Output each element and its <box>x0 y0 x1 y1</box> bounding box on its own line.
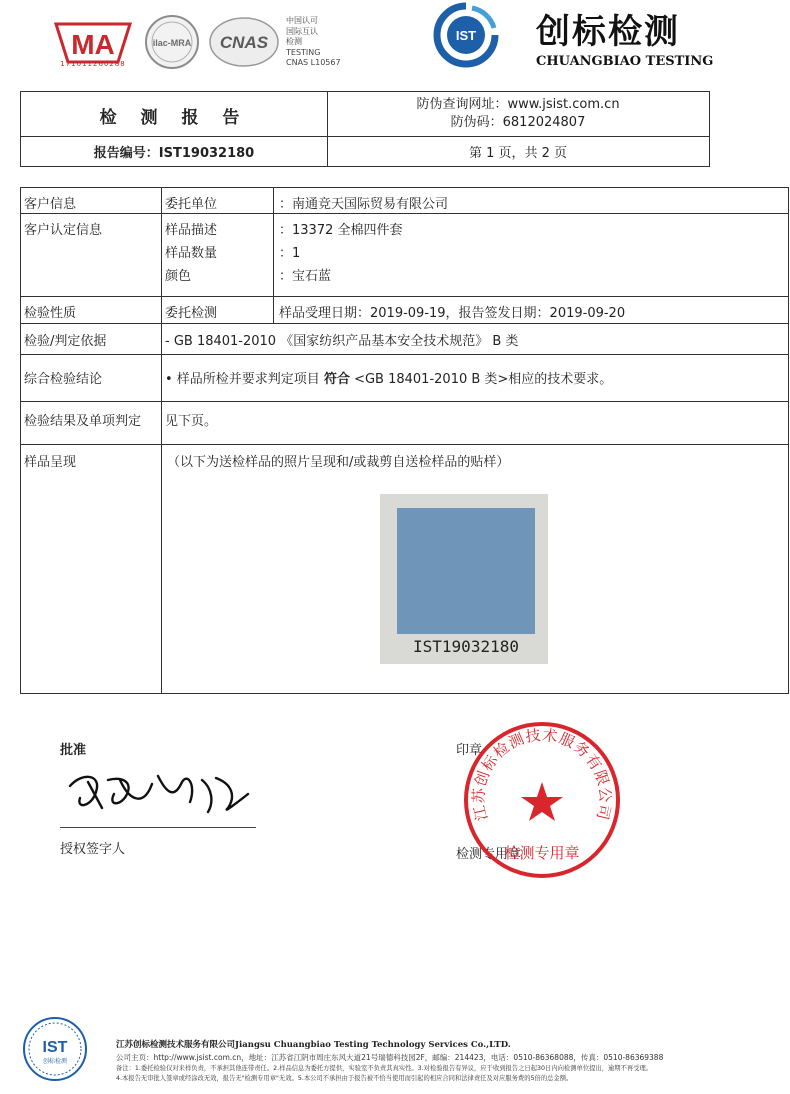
client-label: 委托单位 <box>165 197 218 212</box>
conclusion-suffix: <GB 18401-2010 B 类>相应的技术要求。 <box>349 372 613 387</box>
color-value: ：宝石蓝 <box>279 269 332 284</box>
seal-label-sub: 检测专用章 <box>456 847 522 862</box>
col-divider <box>161 188 162 693</box>
footer-note: 4.本报告无审批人签章或经涂改无效，报告无"检测专用章"无效。5.本公司不承担由于报告被不恰当使用而引起的相应合同和法律责任及对应服务费的5倍的总金额。 <box>116 1075 573 1082</box>
footer-logo-sub: 创标检测 <box>42 1058 68 1065</box>
row-divider <box>21 401 788 402</box>
brand-name-en: CHUANGBIAO TESTING <box>536 54 714 69</box>
conclusion-verdict: 符合 <box>323 372 350 387</box>
ilac-mra-logo <box>144 14 200 70</box>
sample-desc-label: 样品描述 <box>165 223 218 238</box>
result-value: 见下页。 <box>165 414 218 429</box>
seal-label: 印章 <box>456 743 483 758</box>
approve-label: 批准 <box>60 743 87 758</box>
cnas-info <box>286 16 341 69</box>
result-label: 检验结果及单项判定 <box>24 414 142 429</box>
color-label: 颜色 <box>165 269 192 284</box>
signer-label: 授权签字人 <box>60 842 126 857</box>
footer-logo-text: IST <box>42 1039 68 1056</box>
report-title: 检 测 报 告 <box>99 108 249 128</box>
cnas-info-line: TESTING <box>286 47 321 57</box>
sample-qty-value: ：1 <box>279 246 301 261</box>
brand-name-cn: 创标检测 <box>536 12 680 52</box>
cnas-logo-text: CNAS <box>219 33 269 52</box>
report-info-box <box>20 91 710 167</box>
ist-logo <box>428 2 504 68</box>
conclusion-value <box>165 368 612 387</box>
cnas-info-line: 国际互认 <box>286 26 318 36</box>
sample-qty-label: 样品数量 <box>165 246 218 261</box>
footer-company: 江苏创标检测技术服务有限公司Jiangsu Chuangbiao Testing Technology Services Co.,LTD. <box>116 1040 511 1050</box>
cnas-info-line: 检测 <box>286 37 302 46</box>
ist-logo-text: IST <box>455 28 477 43</box>
verify-code: 防伪码：6812024807 <box>450 115 586 130</box>
page-indicator: 第 1 页，共 2 页 <box>468 146 568 161</box>
sample-desc-value: ：13372 全棉四件套 <box>279 223 403 238</box>
row-divider <box>21 323 788 324</box>
cnas-info-line: 中国认可 <box>286 16 318 25</box>
client-value: ：南通竞天国际贸易有限公司 <box>279 197 449 212</box>
report-number: 报告编号：IST19032180 <box>93 146 255 161</box>
nature-label: 检验性质 <box>24 306 77 321</box>
basis-label: 检验/判定依据 <box>24 334 107 349</box>
company-seal <box>462 720 622 880</box>
footer-notes <box>116 1064 776 1084</box>
verify-url: 防伪查询网址：www.jsist.com.cn <box>416 97 620 112</box>
seal-center-text: 检测专用章 <box>504 844 580 862</box>
sample-present-note: （以下为送检样品的照片呈现和/或裁剪自送检样品的贴样） <box>167 455 510 470</box>
row-divider <box>21 444 788 445</box>
conclusion-label: 综合检验结论 <box>24 372 103 387</box>
cma-logo-text: MA <box>71 29 115 60</box>
row-divider <box>21 213 788 214</box>
client-confirm-label: 客户认定信息 <box>24 223 103 238</box>
sample-swatch <box>397 508 535 634</box>
ilac-logo-text: ilac-MRA <box>152 38 192 48</box>
dates-value: 样品受理日期：2019-09-19，报告签发日期：2019-09-20 <box>279 306 626 321</box>
nature-value: 委托检测 <box>165 306 218 321</box>
footer-address: 公司主页：http://www.jsist.com.cn，地址：江苏省江阴市周庄东风大道21号瑞德科技园2F，邮编：214423，电话：0510-86368088，传真：0510-86369388 <box>116 1053 664 1062</box>
col-divider <box>273 296 274 323</box>
cnas-info-line: CNAS L10567 <box>286 58 341 67</box>
footer-ist-logo <box>22 1016 88 1082</box>
signature-image <box>62 762 262 822</box>
verify-info <box>327 96 709 132</box>
conclusion-prefix: • 样品所检并要求判定项目 <box>165 372 324 387</box>
cma-number: 171011260288 <box>60 60 126 68</box>
col-divider <box>273 188 274 296</box>
client-info-label: 客户信息 <box>24 197 77 212</box>
footer-note: 备注：1.委托检验仅对来样负责，不承担其他连带责任。2.样品信息为委托方提供，实验室不负责其真实性。3.对检验报告有异议，应于收到报告之日起30日内向检测单位提出，逾期不再受理。 <box>116 1065 653 1072</box>
seal-ring-text: 江苏创标检测技术服务有限公司 <box>469 725 615 823</box>
cnas-logo <box>208 16 280 68</box>
sample-code: IST19032180 <box>413 637 519 656</box>
row-divider <box>21 296 788 297</box>
signature-line <box>60 827 256 828</box>
row-divider <box>21 354 788 355</box>
basis-value: - GB 18401-2010 《国家纺织产品基本安全技术规范》 B 类 <box>165 334 519 349</box>
sample-present-label: 样品呈现 <box>24 455 77 470</box>
